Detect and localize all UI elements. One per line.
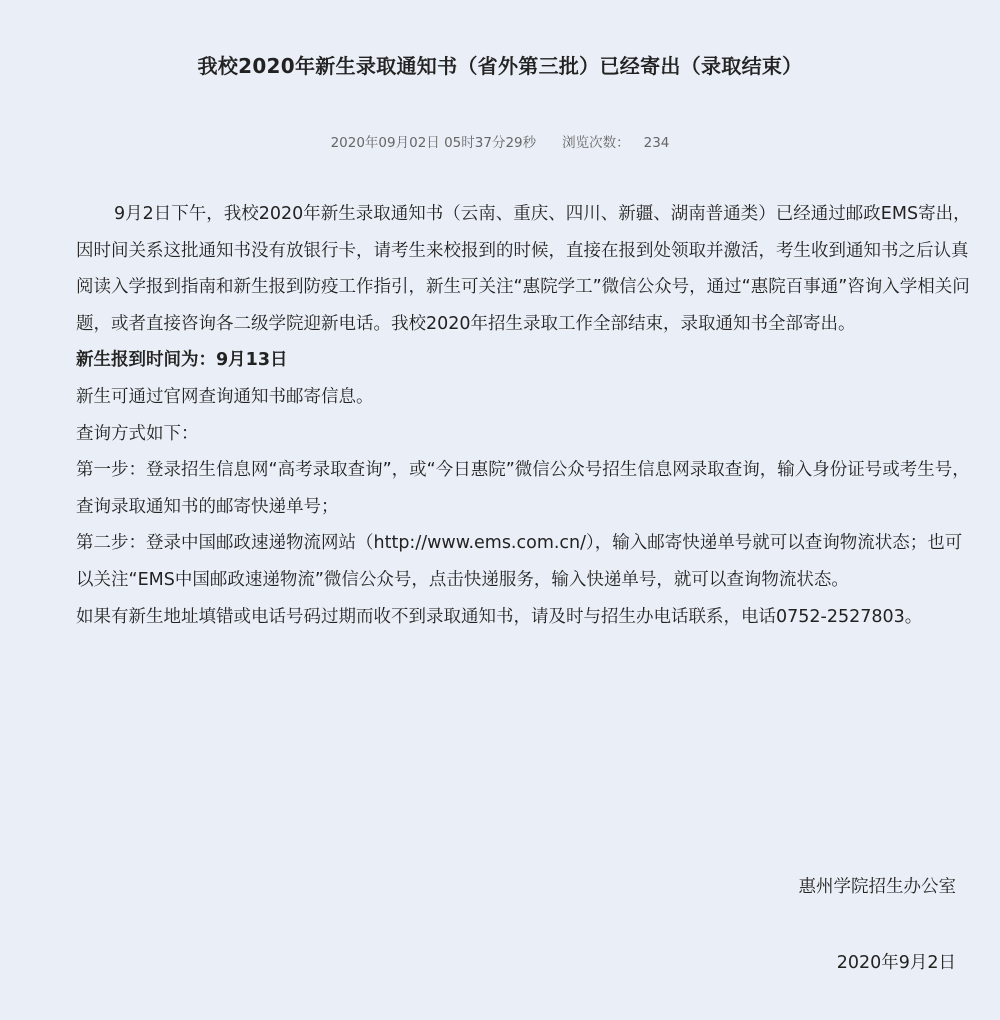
intro-paragraph: 9月2日下午，我校2020年新生录取通知书（云南、重庆、四川、新疆、湖南普通类）已经通过邮政EMS寄出，因时间关系这批通知书没有放银行卡，请考生来校报到的时候，直接在报到处领取并激活，考生收到通知书之后认真阅读入学报到指南和新生报到防疫工作指引，新生可关注“惠院学工”微信公众号，通过“惠院百事通”咨询入学相关问题，或者直接咨询各二级学院迎新电话。我校2020年招生录取工作全部结束，录取通知书全部寄出。 xyxy=(76,204,971,334)
publish-time: 2020年09月02日 05时37分29秒 xyxy=(330,135,537,151)
views-count: 234 xyxy=(643,135,670,151)
page-title: 我校2020年新生录取通知书（省外第三批）已经寄出（录取结束） xyxy=(197,54,803,78)
article-body xyxy=(76,196,976,635)
query-method: 查询方式如下： xyxy=(76,423,199,444)
signature-date: 2020年9月2日 xyxy=(836,953,956,973)
step-two: 第二步：登录中国邮政速递物流网站（http://www.ems.com.cn/），输入邮寄快递单号就可以查询物流状态；也可以关注“EMS中国邮政速递物流”微信公众号，点击快递服务，输入快递单号，就可以查询物流状态。 xyxy=(76,533,963,590)
article-meta xyxy=(0,131,1000,151)
query-intro: 新生可通过官网查询通知书邮寄信息。 xyxy=(76,386,374,407)
report-time: 新生报到时间为：9月13日 xyxy=(76,350,288,371)
step-one: 第一步：登录招生信息网“高考录取查询”，或“今日惠院”微信公众号招生信息网录取查询，输入身份证号或考生号，查询录取通知书的邮寄快递单号； xyxy=(76,460,970,517)
signature-office: 惠州学院招生办公室 xyxy=(798,877,956,897)
views-label: 浏览次数： xyxy=(562,135,630,151)
contact-paragraph: 如果有新生地址填错或电话号码过期而收不到录取通知书，请及时与招生办电话联系，电话0752-2527803。 xyxy=(76,606,923,627)
